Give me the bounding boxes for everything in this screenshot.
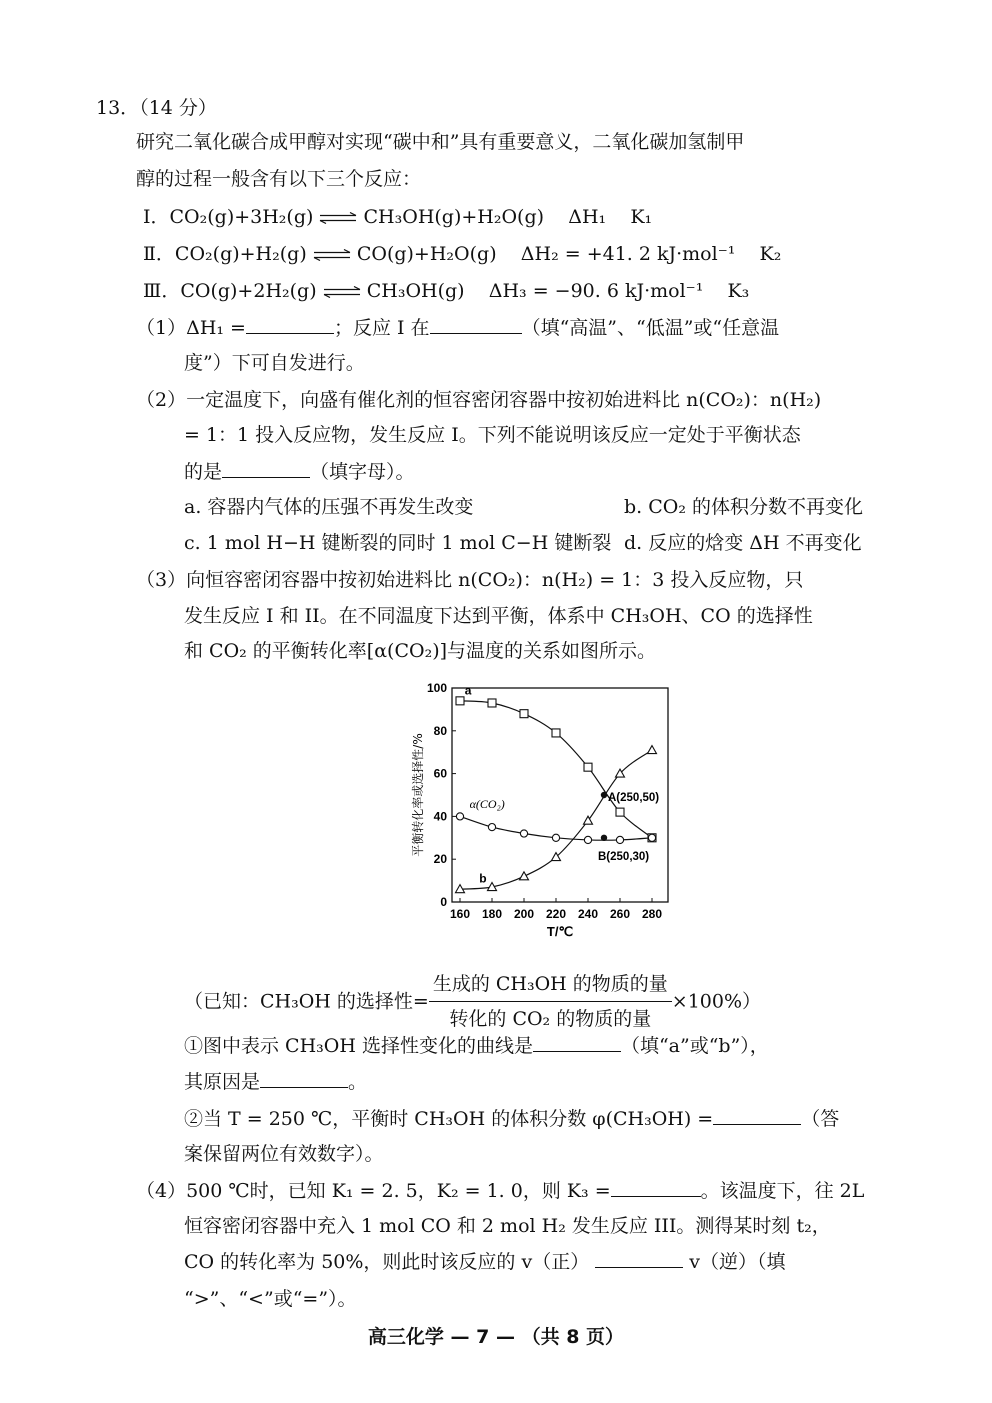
data-point-square xyxy=(584,763,592,771)
data-point-triangle xyxy=(520,872,529,880)
equilibrium-arrow-icon xyxy=(323,286,361,298)
part4-line-1: （4）500 ℃时，已知 K₁ = 2. 5，K₂ = 1. 0，则 K₃ = 。该温度下，往 2L xyxy=(136,1180,865,1202)
y-tick-label: 100 xyxy=(426,681,447,695)
y-tick-label: 40 xyxy=(433,809,447,824)
question-header xyxy=(96,95,217,121)
series-label: α(CO₂) xyxy=(469,796,505,811)
part1-line-2: 度”）下可自发进行。 xyxy=(184,352,365,374)
part2-option-b: b. CO₂ 的体积分数不再变化 xyxy=(624,496,864,518)
part2-line-2: = 1：1 投入反应物，发生反应 I。下列不能说明该反应一定处于平衡状态 xyxy=(184,424,801,446)
page-footer: 高三化学 — 7 — （共 8 页） xyxy=(367,1326,625,1348)
data-point-circle xyxy=(648,834,655,841)
part2-option-a: a. 容器内气体的压强不再发生改变 xyxy=(184,496,474,518)
y-tick-label: 20 xyxy=(433,852,447,867)
answer-blank[interactable] xyxy=(611,1178,701,1197)
x-tick-label: 280 xyxy=(641,907,663,921)
equilibrium-chart xyxy=(410,680,680,950)
series-label: b xyxy=(479,871,487,886)
answer-blank[interactable] xyxy=(533,1033,621,1052)
answer-blank[interactable] xyxy=(222,459,310,478)
question-number: 13． xyxy=(96,97,140,119)
data-point-circle xyxy=(520,830,527,837)
known-formula: （已知：CH₃OH 的选择性= $\frac{\text{生成的 CH₃OH 的物质的量}}{\text{转化的 CO₂ 的物质的量}}$ ×100%） xyxy=(184,969,761,1034)
part4-line-3: CO 的转化率为 50%，则此时该反应的 v（正） v（逆）（填 xyxy=(184,1251,786,1273)
data-point-circle xyxy=(584,836,591,843)
x-tick-label: 180 xyxy=(481,907,503,921)
equilibrium-arrow-icon xyxy=(319,212,357,224)
part3-line-2: 发生反应 I 和 II。在不同温度下达到平衡，体系中 CH₃OH、CO 的选择性 xyxy=(184,605,813,627)
part2-option-c: c. 1 mol H−H 键断裂的同时 1 mol C−H 键断裂 xyxy=(184,532,612,554)
part3-line-3: 和 CO₂ 的平衡转化率[α(CO₂)]与温度的关系如图所示。 xyxy=(184,640,657,662)
y-tick-label: 80 xyxy=(433,723,447,738)
point-a-label: A(250,50) xyxy=(608,792,660,804)
intro-line-2: 醇的过程一般含有以下三个反应： xyxy=(136,168,422,190)
part2-line-3: 的是 （填字母）。 xyxy=(184,461,415,483)
reaction-3: Ⅲ．CO(g)+2H₂(g) CH₃OH(g) ΔH₃ = −90. 6 kJ·mol⁻¹ K₃ xyxy=(143,280,750,302)
answer-blank[interactable] xyxy=(260,1069,348,1088)
reaction-2: Ⅱ．CO₂(g)+H₂(g) CO(g)+H₂O(g) ΔH₂ = +41. 2 kJ·mol⁻¹ K₂ xyxy=(143,243,782,265)
data-point-circle xyxy=(488,824,495,831)
intro-line-1: 研究二氧化碳合成甲醇对实现“碳中和”具有重要意义，二氧化碳加氢制甲 xyxy=(136,131,745,153)
answer-blank[interactable] xyxy=(713,1106,801,1125)
point-b-marker xyxy=(601,835,607,841)
data-point-square xyxy=(552,729,560,737)
question-score: （14 分） xyxy=(139,97,217,119)
part3-q2-line-2: 案保留两位有效数字）。 xyxy=(184,1143,384,1165)
part4-line-4: “>”、“<”或“=”）。 xyxy=(184,1288,357,1310)
x-tick-label: 240 xyxy=(577,907,599,921)
x-axis-label: T/℃ xyxy=(546,924,574,939)
point-b-label: B(250,30) xyxy=(598,850,650,863)
answer-blank[interactable] xyxy=(430,315,522,334)
answer-blank[interactable] xyxy=(246,315,334,334)
data-point-square xyxy=(456,697,464,705)
data-point-square xyxy=(616,808,624,816)
data-point-square xyxy=(488,699,496,707)
data-point-triangle xyxy=(648,746,657,754)
part3-line-1: （3）向恒容密闭容器中按初始进料比 n(CO₂)：n(H₂) = 1：3 投入反应物，只 xyxy=(136,569,804,591)
data-point-circle xyxy=(616,836,623,843)
series-label: a xyxy=(464,683,472,698)
y-tick-label: 0 xyxy=(440,895,447,909)
data-point-triangle xyxy=(584,816,593,824)
series-line xyxy=(460,701,652,838)
selectivity-fraction: $\frac{\text{生成的 CH₃OH 的物质的量}}{\text{转化的 CO₂ 的物质的量}}$ xyxy=(429,969,672,1034)
point-a-marker xyxy=(601,792,607,798)
data-point-circle xyxy=(552,834,559,841)
answer-blank[interactable] xyxy=(595,1249,683,1268)
equilibrium-arrow-icon xyxy=(313,249,351,261)
part3-q1-line-1: ①图中表示 CH₃OH 选择性变化的曲线是 （填“a”或“b”）， xyxy=(184,1035,769,1057)
series-line xyxy=(460,750,652,889)
y-tick-label: 60 xyxy=(433,766,447,781)
x-tick-label: 260 xyxy=(609,907,631,921)
x-tick-label: 200 xyxy=(513,907,535,921)
data-point-square xyxy=(520,710,528,718)
part3-q1-line-2: 其原因是 。 xyxy=(184,1071,368,1093)
x-tick-label: 160 xyxy=(449,907,471,921)
part3-q2-line-1: ②当 T = 250 ℃，平衡时 CH₃OH 的体积分数 φ(CH₃OH) = （答 xyxy=(184,1108,840,1130)
part2-option-d: d. 反应的焓变 ΔH 不再变化 xyxy=(624,532,862,554)
x-tick-label: 220 xyxy=(545,907,567,921)
data-point-circle xyxy=(456,813,463,820)
part4-line-2: 恒容密闭容器中充入 1 mol CO 和 2 mol H₂ 发生反应 III。测得某时刻 t₂， xyxy=(184,1215,831,1237)
part1-line-1: （1）ΔH₁ = ；反应 Ⅰ 在 （填“高温”、“低温”或“任意温 xyxy=(136,317,780,339)
y-axis-label: 平衡转化率或选择性/% xyxy=(411,733,425,857)
part2-line-1: （2）一定温度下，向盛有催化剂的恒容密闭容器中按初始进料比 n(CO₂)：n(H₂) xyxy=(136,389,822,411)
reaction-1: Ⅰ．CO₂(g)+3H₂(g) CH₃OH(g)+H₂O(g) ΔH₁ K₁ xyxy=(143,206,653,228)
